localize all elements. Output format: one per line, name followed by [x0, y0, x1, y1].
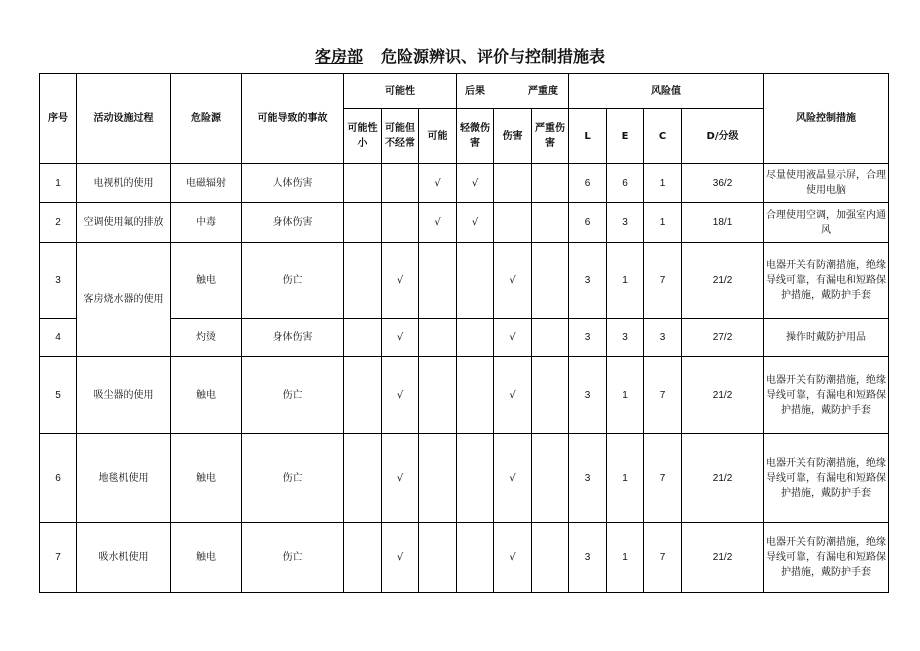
- cell-poss-occasional: √: [382, 357, 419, 434]
- header-hazard: 危险源: [171, 74, 242, 164]
- cell-injury: √: [494, 243, 532, 319]
- cell-L: 3: [569, 434, 607, 523]
- cell-poss-possible: [419, 319, 457, 357]
- cell-severe: [532, 243, 569, 319]
- cell-D: 21/2: [682, 357, 764, 434]
- cell-poss-possible: √: [419, 203, 457, 243]
- header-severe: 严重伤害: [532, 109, 569, 164]
- cell-accident: 身体伤害: [242, 203, 344, 243]
- header-E: E: [607, 109, 644, 164]
- cell-poss-low: [344, 164, 382, 203]
- cell-control: 操作时戴防护用品: [764, 319, 889, 357]
- cell-seq: 2: [40, 203, 77, 243]
- cell-C: 3: [644, 319, 682, 357]
- header-risk: 风险值: [569, 74, 764, 109]
- department-name: 客房部: [314, 47, 363, 66]
- cell-poss-possible: [419, 243, 457, 319]
- cell-seq: 5: [40, 357, 77, 434]
- cell-D: 36/2: [682, 164, 764, 203]
- cell-severe: [532, 203, 569, 243]
- cell-poss-low: [344, 434, 382, 523]
- cell-C: 7: [644, 243, 682, 319]
- cell-E: 1: [607, 357, 644, 434]
- cell-L: 6: [569, 164, 607, 203]
- header-poss-possible: 可能: [419, 109, 457, 164]
- cell-hazard: 电磁辐射: [171, 164, 242, 203]
- cell-hazard: 中毒: [171, 203, 242, 243]
- cell-D: 27/2: [682, 319, 764, 357]
- cell-E: 3: [607, 203, 644, 243]
- cell-L: 3: [569, 243, 607, 319]
- cell-poss-low: [344, 319, 382, 357]
- header-row-1: [40, 74, 889, 109]
- cell-hazard: 触电: [171, 243, 242, 319]
- cell-D: 21/2: [682, 434, 764, 523]
- cell-poss-occasional: √: [382, 319, 419, 357]
- cell-poss-low: [344, 523, 382, 593]
- table-row: [40, 357, 889, 434]
- header-control: 风险控制措施: [764, 74, 889, 164]
- cell-injury: √: [494, 434, 532, 523]
- header-poss-occasional: 可能但不经常: [382, 109, 419, 164]
- cell-accident: 人体伤害: [242, 164, 344, 203]
- table-row: [40, 203, 889, 243]
- cell-severe: [532, 357, 569, 434]
- header-accident: 可能导致的事故: [242, 74, 344, 164]
- cell-minor: [457, 319, 494, 357]
- cell-E: 1: [607, 434, 644, 523]
- cell-D: 21/2: [682, 243, 764, 319]
- cell-poss-possible: [419, 434, 457, 523]
- header-severity: 严重度: [528, 85, 559, 97]
- cell-hazard: 触电: [171, 523, 242, 593]
- cell-poss-occasional: [382, 164, 419, 203]
- cell-activity: 电视机的使用: [77, 164, 171, 203]
- header-consequence: 后果: [465, 85, 486, 97]
- cell-minor: √: [457, 164, 494, 203]
- cell-D: 21/2: [682, 523, 764, 593]
- table-row: [40, 243, 889, 319]
- cell-C: 7: [644, 523, 682, 593]
- cell-accident: 伤亡: [242, 523, 344, 593]
- cell-hazard: 灼烫: [171, 319, 242, 357]
- header-seq: 序号: [40, 74, 77, 164]
- cell-injury: √: [494, 523, 532, 593]
- cell-L: 3: [569, 319, 607, 357]
- cell-control: 合理使用空调，加强室内通风: [764, 203, 889, 243]
- cell-poss-occasional: √: [382, 434, 419, 523]
- cell-seq: 1: [40, 164, 77, 203]
- header-D: D/分级: [682, 109, 764, 164]
- cell-hazard: 触电: [171, 357, 242, 434]
- table-row: [40, 523, 889, 593]
- cell-accident: 伤亡: [242, 243, 344, 319]
- cell-poss-possible: [419, 357, 457, 434]
- cell-C: 7: [644, 357, 682, 434]
- cell-C: 1: [644, 164, 682, 203]
- cell-accident: 身体伤害: [242, 319, 344, 357]
- cell-E: 3: [607, 319, 644, 357]
- cell-E: 1: [607, 243, 644, 319]
- cell-minor: √: [457, 203, 494, 243]
- header-poss-low: 可能性小: [344, 109, 382, 164]
- cell-poss-low: [344, 203, 382, 243]
- cell-activity: 空调使用氟的排放: [77, 203, 171, 243]
- cell-poss-possible: √: [419, 164, 457, 203]
- cell-C: 7: [644, 434, 682, 523]
- cell-L: 3: [569, 357, 607, 434]
- header-minor: 轻微伤害: [457, 109, 494, 164]
- cell-injury: √: [494, 357, 532, 434]
- cell-L: 6: [569, 203, 607, 243]
- cell-accident: 伤亡: [242, 357, 344, 434]
- cell-activity: 客房烧水器的使用: [77, 243, 171, 357]
- cell-activity: 吸水机使用: [77, 523, 171, 593]
- cell-injury: √: [494, 319, 532, 357]
- cell-minor: [457, 434, 494, 523]
- cell-activity: 地毯机使用: [77, 434, 171, 523]
- cell-poss-occasional: [382, 203, 419, 243]
- cell-L: 3: [569, 523, 607, 593]
- cell-injury: [494, 203, 532, 243]
- cell-seq: 3: [40, 243, 77, 319]
- header-consequence-severity: [457, 74, 569, 109]
- cell-minor: [457, 523, 494, 593]
- cell-poss-possible: [419, 523, 457, 593]
- cell-seq: 4: [40, 319, 77, 357]
- cell-E: 1: [607, 523, 644, 593]
- header-possibility: 可能性: [344, 74, 457, 109]
- cell-D: 18/1: [682, 203, 764, 243]
- hazard-table: [39, 73, 889, 593]
- cell-control: 电器开关有防潮措施，绝缘导线可靠，有漏电和短路保护措施，戴防护手套: [764, 243, 889, 319]
- cell-poss-low: [344, 243, 382, 319]
- cell-activity: 吸尘器的使用: [77, 357, 171, 434]
- header-L: L: [569, 109, 607, 164]
- cell-severe: [532, 319, 569, 357]
- cell-control: 电器开关有防潮措施，绝缘导线可靠，有漏电和短路保护措施，戴防护手套: [764, 434, 889, 523]
- cell-poss-occasional: √: [382, 523, 419, 593]
- header-injury: 伤害: [494, 109, 532, 164]
- cell-minor: [457, 357, 494, 434]
- cell-severe: [532, 164, 569, 203]
- cell-poss-low: [344, 357, 382, 434]
- cell-accident: 伤亡: [242, 434, 344, 523]
- cell-control: 电器开关有防潮措施，绝缘导线可靠，有漏电和短路保护措施，戴防护手套: [764, 523, 889, 593]
- cell-C: 1: [644, 203, 682, 243]
- cell-poss-occasional: √: [382, 243, 419, 319]
- cell-control: 尽量使用液晶显示屏，合理使用电脑: [764, 164, 889, 203]
- cell-control: 电器开关有防潮措施，绝缘导线可靠，有漏电和短路保护措施，戴防护手套: [764, 357, 889, 434]
- title-text: 危险源辨识、评价与控制措施表: [381, 47, 606, 66]
- cell-severe: [532, 523, 569, 593]
- table-row: [40, 164, 889, 203]
- header-activity: 活动设施过程: [77, 74, 171, 164]
- table-row: [40, 434, 889, 523]
- header-C: C: [644, 109, 682, 164]
- cell-minor: [457, 243, 494, 319]
- document-title: [0, 44, 920, 67]
- cell-severe: [532, 434, 569, 523]
- cell-injury: [494, 164, 532, 203]
- cell-seq: 6: [40, 434, 77, 523]
- cell-seq: 7: [40, 523, 77, 593]
- cell-E: 6: [607, 164, 644, 203]
- cell-hazard: 触电: [171, 434, 242, 523]
